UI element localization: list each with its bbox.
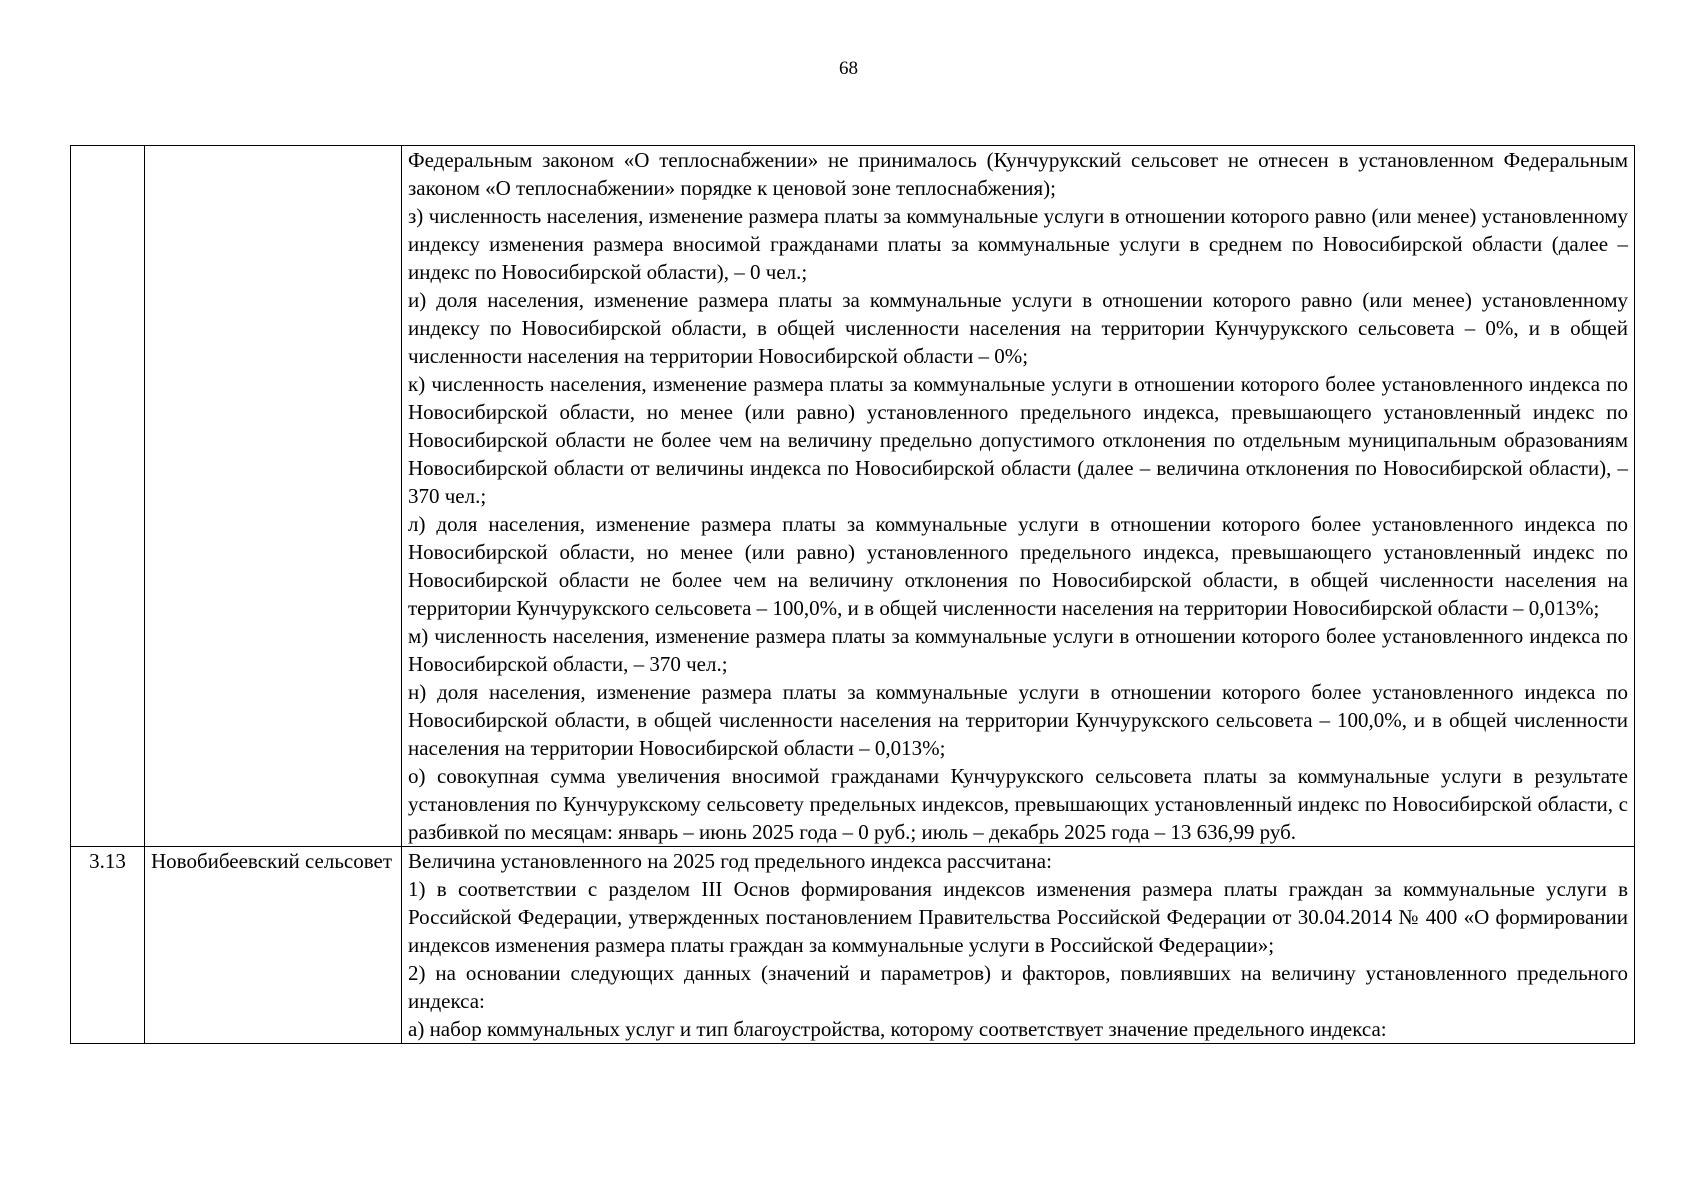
paragraph-l: л) доля населения, изменение размера платы за коммунальные услуги в отношении которого более установленного индекса по Новосибирской области, но менее (или равно) установленного предельного индекса, превышающего установленный индекс по Новосибирской области не более чем на величину отклонения по Новосибирской области, в общей численности населения на территории Кунчурукского сельсовета – 100,0%, и в общей численности населения на территории Новосибирской области – 0,013%; [408,512,1628,620]
paragraph-i: и) доля населения, изменение размера платы за коммунальные услуги в отношении которого равно (или менее) установленному индексу по Новосибирской области, в общей численности населения на территории Кунчурукского сельсовета – 0%, и в общей численности населения на территории Новосибирской области – 0%; [408,288,1628,368]
paragraph: Федеральным законом «О теплоснабжении» не принималось (Кунчурукский сельсовет не отнесен в установленном Федеральным законом «О теплоснабжении» порядке к ценовой зоне теплоснабжения); [408,148,1628,200]
table-row [71,847,1635,1044]
paragraph-m: м) численность населения, изменение размера платы за коммунальные услуги в отношении которого более установленного индекса по Новосибирской области, – 370 чел.; [408,624,1628,676]
description-cell [402,146,1635,847]
paragraph-1: 1) в соответствии с разделом III Основ формирования индексов изменения размера платы граждан за коммунальные услуги в Российской Федерации, утвержденных постановлением Правительства Российской Федерации от 30.04.2014 № 400 «О формировании индексов изменения размера платы граждан за коммунальные услуги в Российской Федерации»; [408,877,1628,957]
page-number: 68 [839,58,858,79]
paragraph-o: о) совокупная сумма увеличения вносимой гражданами Кунчурукского сельсовета платы за коммунальные услуги в результате установления по Кунчурукскому сельсовету предельных индексов, превышающих установленный индекс по Новосибирской области, с разбивкой по месяцам: январь – июнь 2025 года – 0 руб.; июль – декабрь 2025 года – 13 636,99 руб. [408,764,1628,844]
municipality-name-cell [145,146,402,847]
paragraph-z: з) численность населения, изменение размера платы за коммунальные услуги в отношении которого равно (или менее) установленному индексу изменения размера вносимой гражданами платы за коммунальные услуги в среднем по Новосибирской области (далее – индекс по Новосибирской области), – 0 чел.; [408,204,1628,284]
row-number-cell [71,146,145,847]
table-row [71,146,1635,847]
row-number-cell: 3.13 [71,847,145,1044]
municipality-name-cell: Новобибеевский сельсовет [145,847,402,1044]
paragraph-2: 2) на основании следующих данных (значений и параметров) и факторов, повлиявших на величину установленного предельного индекса: [408,961,1628,1013]
description-cell [402,847,1635,1044]
paragraph-n: н) доля населения, изменение размера платы за коммунальные услуги в отношении которого более установленного индекса по Новосибирской области, в общей численности населения на территории Кунчурукского сельсовета – 100,0%, и в общей численности населения на территории Новосибирской области – 0,013%; [408,680,1628,760]
document-table [70,145,1635,1044]
paragraph-k: к) численность населения, изменение размера платы за коммунальные услуги в отношении которого более установленного индекса по Новосибирской области, но менее (или равно) установленного предельного индекса, превышающего установленный индекс по Новосибирской области не более чем на величину предельно допустимого отклонения по отдельным муниципальным образованиям Новосибирской области от величины индекса по Новосибирской области (далее – величина отклонения по Новосибирской области), – 370 чел.; [408,372,1628,508]
paragraph: Величина установленного на 2025 год предельного индекса рассчитана: [408,849,1052,873]
paragraph-a: а) набор коммунальных услуг и тип благоустройства, которому соответствует значение предельного индекса: [408,1017,1387,1041]
